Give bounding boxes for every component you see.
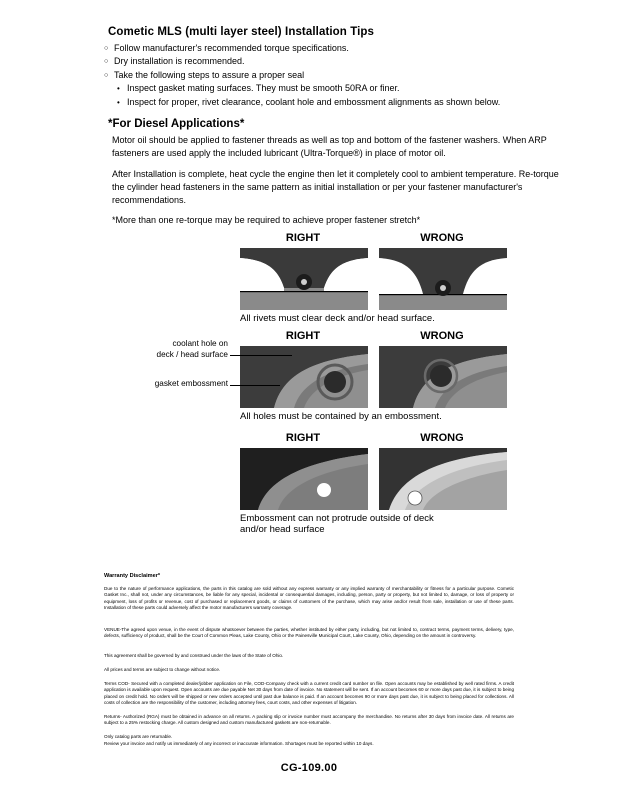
list-item: ○ Take the following steps to assure a proper seal [104,69,574,82]
warranty-paragraph-5: Terms COD- Secured with a completed dealer/jobber application on File, COD-Company check with a current credit card number on file. Open accounts may be established by well rated firms. A credit application is available upon request. Open accounts are due payable Net 30 days from date of invoice. No statement will be sent. If an account becomes 60 or more days past due, it is subject to being placed on credit hold. No orders will be shipped or new orders accepted until past due balance is paid. If an account becomes 90 or more days past due, it is subject to being placed for collections. All costs of collection are the responsibility of the customer, including attorney fees, court costs, and other expenses of litigation. [104,681,514,705]
figure-1-wrong-image [379,248,507,310]
figure-2-annotation-coolant-hole [118,338,228,360]
figure-3-right-image [240,448,368,510]
list-item: ○ Follow manufacturer's recommended torque specifications. [104,42,574,55]
diesel-paragraph-3: *More than one re-torque may be required to achieve proper fastener stretch* [112,215,421,225]
leader-line-embossment [230,385,280,386]
figure-3-wrong-image [379,448,507,510]
list-item: • Inspect for proper, rivet clearance, coolant hole and embossment alignments as shown below. [104,96,574,109]
warranty-paragraph-6: Returns- Authorized (RGA) must be obtained in advance on all returns. A packing slip or invoice number must accompany the merchandise. No returns after 30 days from invoice date. All returns are subject to a 25% restocking charge. All custom designed and custom manufactured gaskets are non-returnable. [104,714,514,726]
list-item: ○ Dry installation is recommended. [104,55,574,68]
figure-3-caption-line-1: Embossment can not protrude outside of deck [240,513,434,524]
diesel-section-heading: *For Diesel Applications* [108,118,245,130]
page-title: Cometic MLS (multi layer steel) Installation Tips [108,26,375,38]
diesel-paragraph-1: Motor oil should be applied to fastener threads as well as top and bottom of the fastener washers. When ARP fasteners are used apply the included lubricant (Ultra-Torque®) in place of motor oil. [112,135,547,159]
warranty-paragraph-2: VENUE-The agreed upon venue, in the event of dispute whatsoever between the parties, whether instituted by either party, including, but not limited to, contract terms, payment terms, delivery, type, defects, sufficiency of product, shall be the Court of Common Pleas, Lake County, Ohio or the Painesville Municipal Court, Lake County, Ohio, depending on the amount in controversy. [104,627,514,639]
warranty-paragraph-7: Only catalog parts are returnable. [104,734,173,739]
annotation-line-2: deck / head surface [156,350,228,359]
warranty-title: Warranty Disclaimer* [104,573,161,579]
figure-1-right-image [240,248,368,310]
figure-3-caption-line-2: and/or head surface [240,524,325,535]
list-item: • Inspect gasket mating surfaces. They must be smooth 50RA or finer. [104,82,574,95]
figure-3-caption [240,513,434,535]
annotation-line-1: coolant hole on [172,339,228,348]
figure-3-right-label: RIGHT [285,432,321,444]
figure-3-wrong-label: WRONG [420,432,464,444]
figure-2-wrong-image [379,346,507,408]
figure-1-caption: All rivets must clear deck and/or head surface. [240,313,435,324]
figure-2-annotation-embossment: gasket embossment [154,379,228,388]
leader-line-coolant [230,355,292,356]
figure-2-right-label: RIGHT [285,330,321,342]
diesel-paragraph-2: After Installation is complete, heat cycle the engine then let it completely cool to ambient temperature. Re-torque the cylinder head fasteners in the same pattern as initial installation or per your fastener manufacturer's recommendations. [112,169,559,206]
figure-2-caption: All holes must be contained by an embossment. [240,411,442,422]
document-number: CG-109.00 [280,762,338,774]
installation-tips-list [104,42,574,109]
figure-1-wrong-label: WRONG [420,232,464,244]
warranty-paragraph-3: This agreement shall be governed by and construed under the laws of the State of Ohio. [104,653,284,658]
warranty-paragraph-1: Due to the nature of performance applications, the parts in this catalog are sold without any express warranty or any implied warranty of merchantability or fitness for a particular purpose. Cometic Gasket Inc., shall not, under any circumstances, be liable for any special, incidental or consequential damages, including, person, party or property, but not limited to, damage, or loss of property or equipment, loss of profits or revenue, cost of purchased or replacement goods, or claims of customers of the purchase, which may arise and/or result from sale, installation or use of these parts. Installation of these parts could adversely affect the motor manufacturers warranty coverage. [104,586,514,610]
figure-1-right-label: RIGHT [285,232,321,244]
figure-2-wrong-label: WRONG [420,330,464,342]
warranty-paragraph-4: All prices and terms are subject to change without notice. [104,667,221,672]
warranty-paragraph-8: Review your invoice and notify us immediately of any incorrect or inaccurate information. Shortages must be reported within 10 days. [104,741,374,746]
